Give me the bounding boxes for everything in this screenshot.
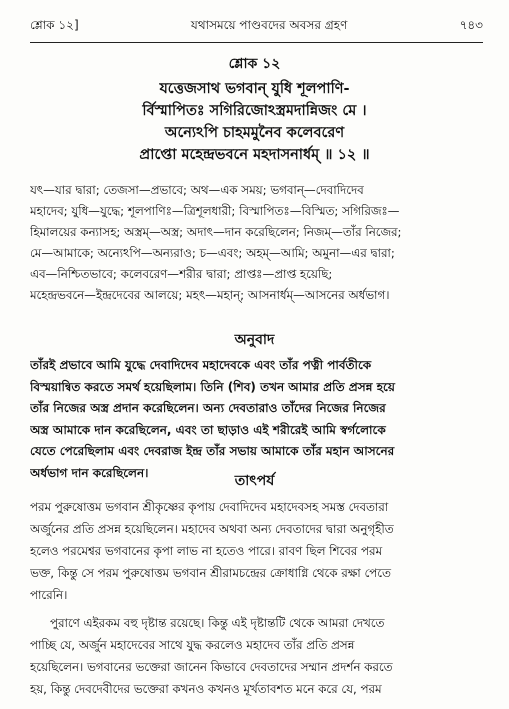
page-number: ৭৪৩ — [459, 18, 483, 32]
translation-line: বিস্ময়ান্বিত করতে সমর্থ হয়েছিলাম। তিনি (শিব) তখন আমার প্রতি প্রসন্ন হয়ে — [30, 379, 395, 394]
synonyms-line: এব—নিশ্চিতভাবে; কলেবরেণ—শরীর দ্বারা; প্রাপ্তঃ—প্রাপ্ত হয়েছি; — [30, 267, 333, 281]
synonyms-line: হিমালয়ের কন্যাসহ; অস্ত্রম্—অস্ত্র; অদাৎ—দান করেছিলেন; নিজম্—তাঁর নিজের; — [30, 225, 402, 239]
purport-line: পারেনি। — [30, 588, 68, 602]
header-verse-ref: শ্লোক ১২] — [30, 18, 79, 32]
verse-line: অন্যেঽপি চাহমমুনৈব কলেবরেণ — [164, 125, 345, 141]
purport-line: পুরাণে এইরকম বহু দৃষ্টান্ত রয়েছে। কিন্তু এই দৃষ্টান্তটি থেকে আমরা দেখতে — [50, 616, 385, 630]
translation-line: যেতে পেরেছিলাম এবং দেবরাজ ইন্দ্র তাঁর সভায় আমাকে তাঁর মহান আসনের — [30, 444, 395, 458]
purport-block — [30, 496, 483, 700]
purport-line: হলেও পরমেশ্বর ভগবানের কৃপা লাভ না হতেও পারে। রাবণ ছিল শিবের পরম — [30, 544, 383, 558]
purport-heading: তাৎপর্য — [234, 473, 275, 489]
verse-line: র্বিস্মাপিতঃ সগিরিজোঽস্ত্রমদান্নিজং মে । — [142, 103, 367, 119]
verse-line: প্রাপ্তো মহেন্দ্রভবনে মহদাসনার্ধম্ ॥ ১২ ॥ — [139, 147, 370, 163]
purport-line: হয়, কিন্তু দেবদেবীদের ভক্তেরা কখনও কখনও মূর্খতাবশত মনে করে যে, পরম — [30, 682, 382, 696]
synonyms-line: যৎ—যার দ্বারা; তেজসা—প্রভাবে; অথ—এক সময়; ভগবান্—দেবাদিদেব — [30, 183, 364, 197]
translation-block — [30, 355, 483, 484]
translation-heading: অনুবাদ — [234, 332, 275, 348]
running-header — [30, 16, 483, 38]
purport-line: অর্জুনের প্রতি প্রসন্ন হয়েছিলেন। মহাদেব অথবা অন্য দেবতাদের দ্বারা অনুগৃহীত — [30, 522, 394, 536]
synonyms-line: মহাদেব; যুধি—যুদ্ধে; শূলপাণিঃ—ত্রিশূলধারী; বিস্মাপিতঃ—বিস্মিত; সগিরিজঃ— — [30, 204, 400, 218]
translation-line: অর্ধভাগ দান করেছিলেন। — [30, 465, 149, 480]
verse-line: যত্তেজসাথ ভগবান্ যুধি শূলপাণি- — [159, 81, 350, 97]
header-rule — [30, 42, 483, 43]
purport-line: ভক্ত, কিন্তু সে পরম পুরুষোত্তম ভগবান শ্রীরামচন্দ্রের ক্রোধাগ্নি থেকে রক্ষা পেতে — [30, 566, 391, 580]
translation-line: তাঁর নিজের অস্ত্র প্রদান করেছিলেন। অন্য দেবতারাও তাঁদের নিজের নিজের — [30, 401, 386, 415]
translation-line: অস্ত্র আমাকে দান করেছিলেন, এবং তা ছাড়াও এই শরীরেই আমি স্বর্গলোকে — [30, 422, 386, 437]
translation-line: তাঁরই প্রভাবে আমি যুদ্ধে দেবাদিদেব মহাদেবকে এবং তাঁর পত্নী পার্বতীকে — [30, 358, 372, 372]
purport-line: পাচ্ছি যে, অর্জুন মহাদেবের সাথে যুদ্ধ করলেও মহাদেব তাঁর প্রতি প্রসন্ন — [30, 638, 355, 652]
synonyms-line: মহেন্দ্রভবনে—ইন্দ্রদেবের আলয়ে; মহৎ—মহান্; আসনার্ধম্—আসনের অর্ধভাগ। — [30, 288, 390, 302]
header-chapter-title: যথাসময়ে পাণ্ডবদের অবসর গ্রহণ — [190, 18, 348, 32]
purport-line: পরম পুরুষোত্তম ভগবান শ্রীকৃষ্ণের কৃপায় দেবাদিদেব মহাদেবসহ সমস্ত দেবতারা — [30, 500, 389, 514]
synonyms-line: মে—আমাকে; অন্যেঽপি—অন্যরাও; চ—এবং; অহম্—আমি; অমুনা—এর দ্বারা; — [30, 246, 395, 260]
sloka-title: শ্লোক ১২ — [228, 56, 281, 72]
purport-line: হয়েছিলেন। ভগবানের ভক্তেরা জানেন কিভাবে দেবতাদের সম্মান প্রদর্শন করতে — [30, 660, 393, 674]
synonyms-block — [30, 180, 483, 306]
